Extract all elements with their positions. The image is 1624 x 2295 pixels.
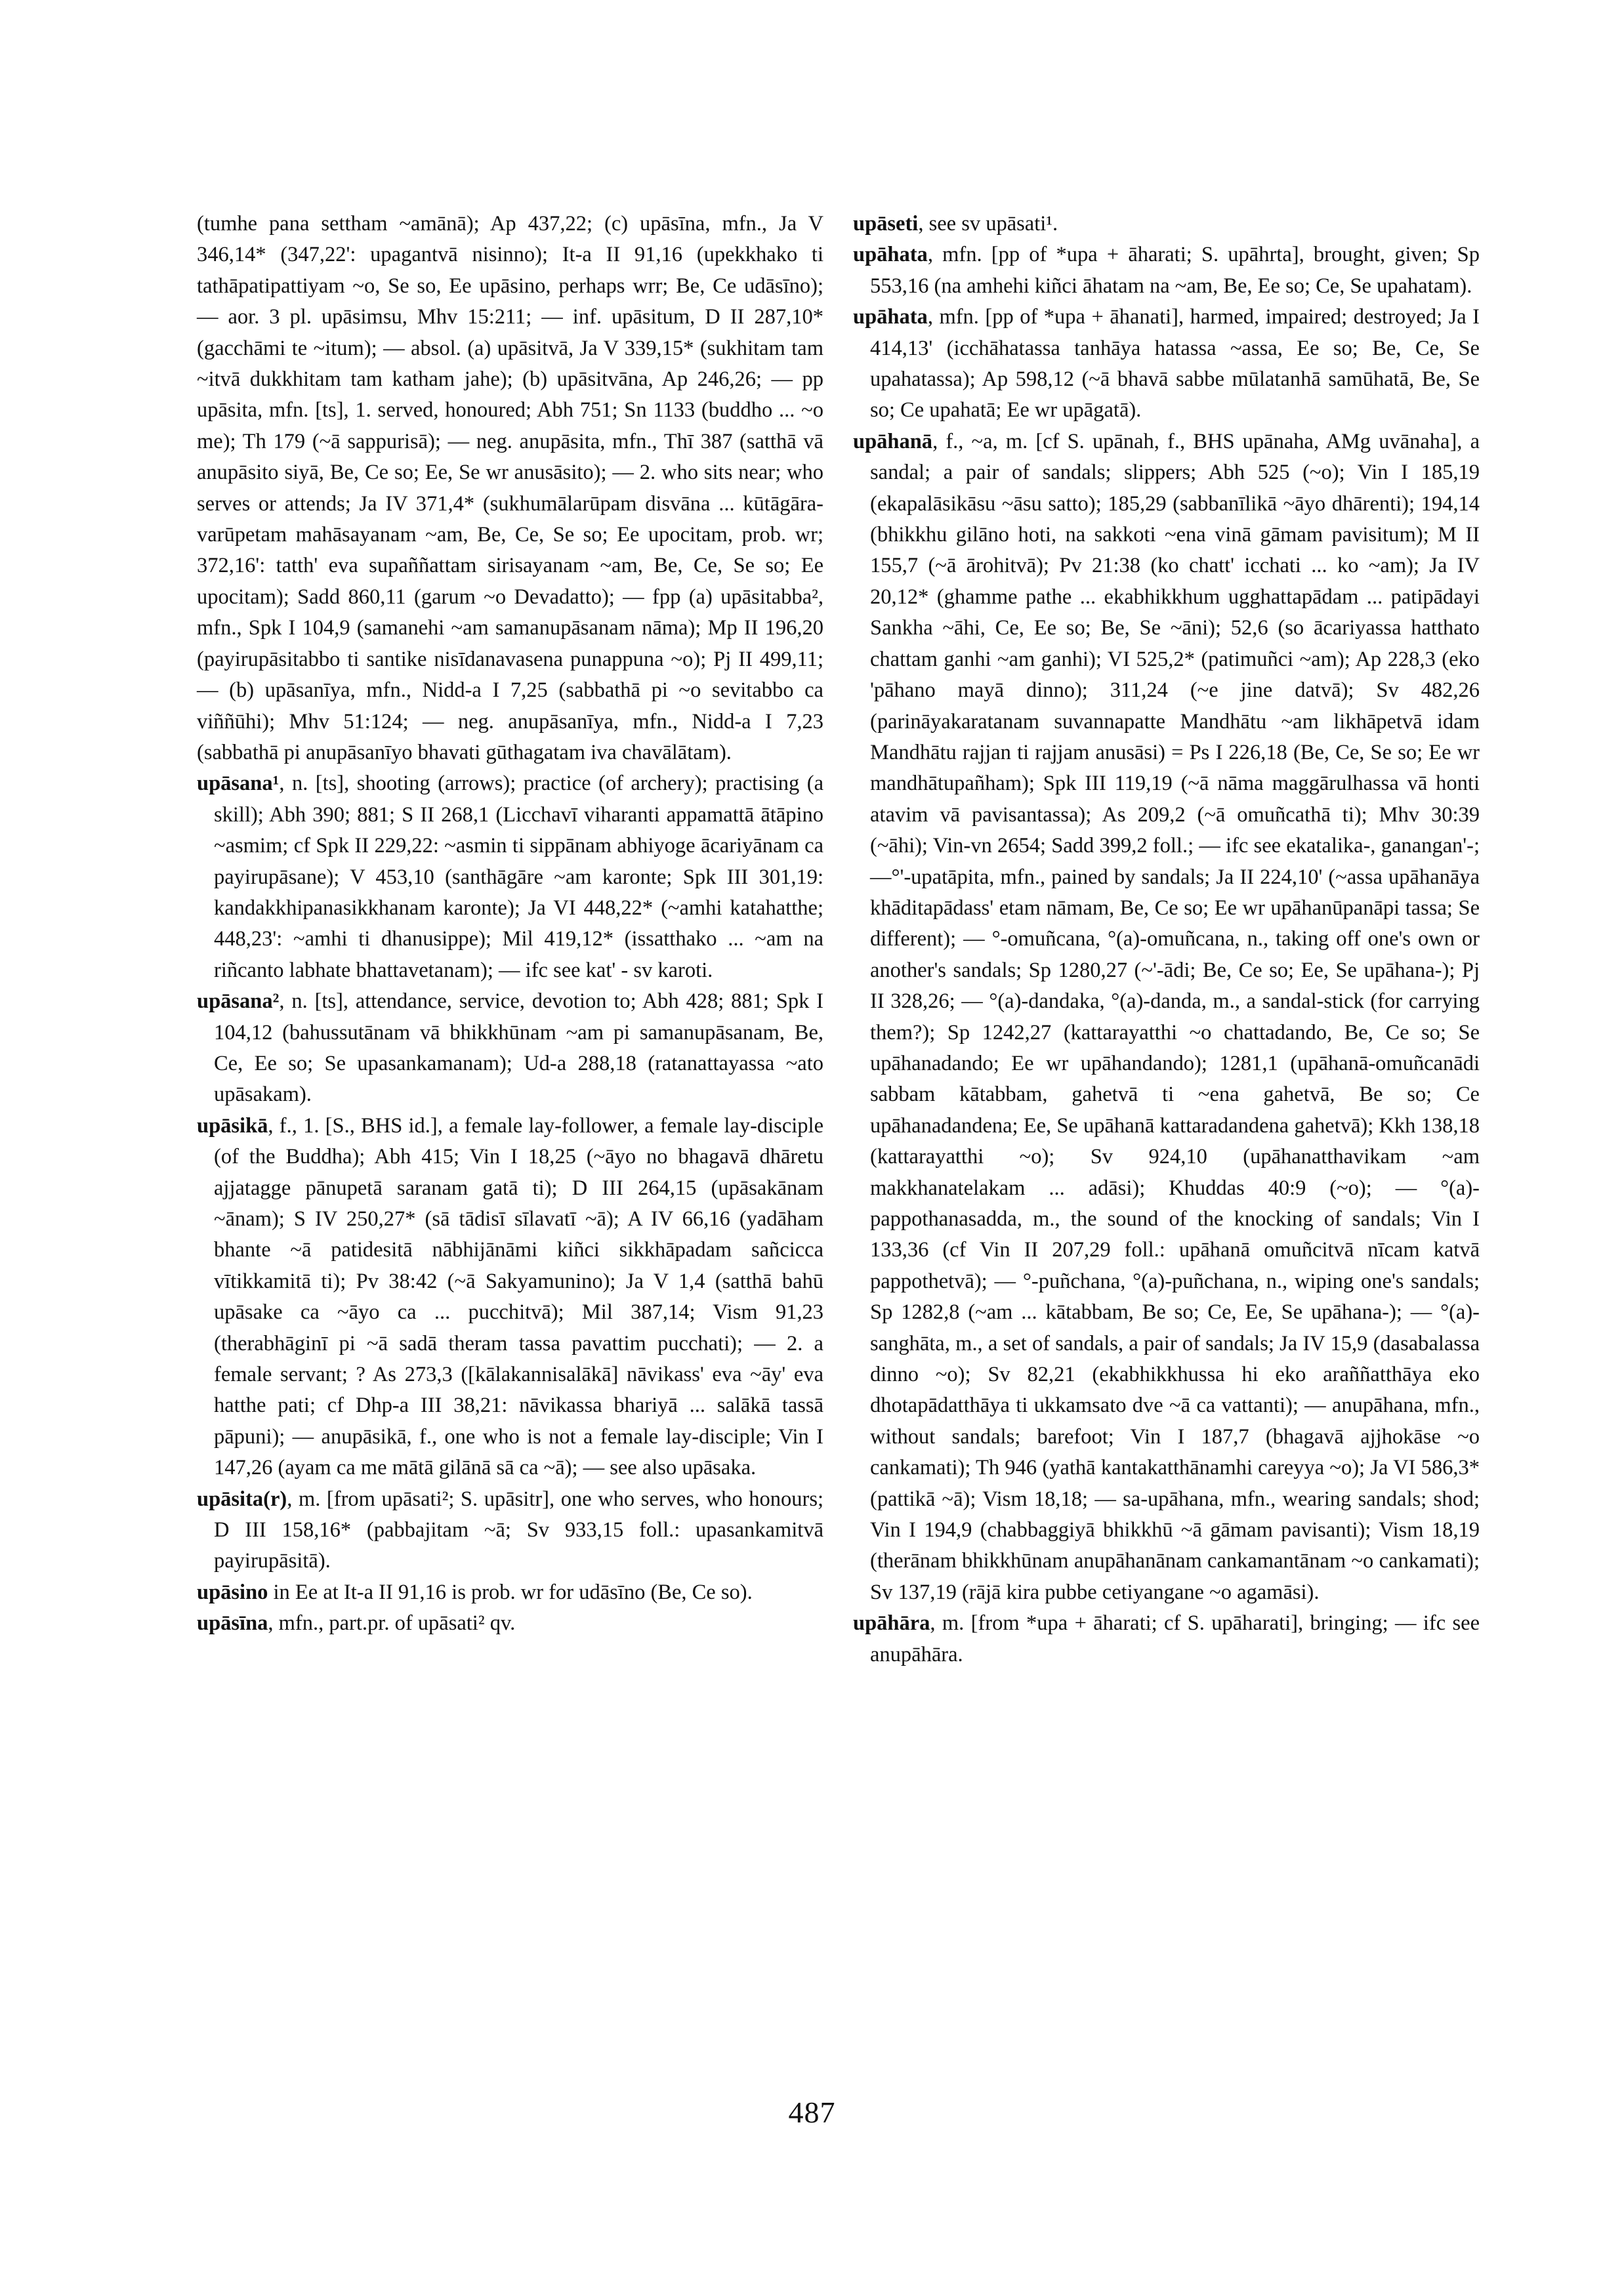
dictionary-entry (853, 1608, 1480, 1670)
entry-text: , n. [ts], attendance, service, devotion to; Abh 428; 881; Spk I 104,12 (bahussutānam vā bhikkhūnam ~am pi samanupāsanam, Be, Ce, Ee so; Se upasankamanam); Ud-a 288,18 (ratanattayassa ~ato upāsakam). (214, 989, 823, 1107)
left-column (197, 209, 823, 1640)
entry-text: , n. [ts], shooting (arrows); practice (of archery); practising (a skill); Abh 390; 881; S II 268,1 (Licchavī viharanti appamattā ātāpino ~asmim; cf Spk II 229,22: ~asmin ti sippānam abhiyoge ācariyānam ca payirupāsane); V 453,10 (santhāgāre ~am karonte; Spk III 301,19: kandakkhipanasikkhanam karonte); Ja VI 448,22* (~amhi katahatthe; 448,23': ~amhi ti dhanusippe); Mil 419,12* (issatthako ... ~am na riñcanto labhate bhattavetanam); — ifc see kat' - sv karoti. (214, 772, 823, 982)
entry-headword: upāhata (853, 305, 928, 329)
dictionary-entry (197, 1111, 823, 1484)
dictionary-entry (853, 426, 1480, 1608)
entry-headword: upāsino (197, 1580, 268, 1604)
dictionary-entry (197, 1577, 823, 1608)
entry-headword: upāhanā (853, 429, 933, 453)
dictionary-entry (853, 302, 1480, 426)
entry-text: , m. [from upāsati²; S. upāsitr], one who serves, who honours; D III 158,16* (pabbajitam ~ā; Sv 933,15 foll.: upasankamitvā payirupāsitā). (214, 1487, 823, 1573)
entry-headword: upāhata (853, 243, 928, 267)
entry-text: , mfn. [pp of *upa + āharati; S. upāhrta], brought, given; Sp 553,16 (na amhehi kiñci āhatam na ~am, Be, Ee so; Ce, Se upahatam). (870, 243, 1480, 298)
entry-text: , see sv upāsati¹. (918, 212, 1058, 236)
entry-text: , f., 1. [S., BHS id.], a female lay-follower, a female lay-disciple (of the Buddha); Abh 415; Vin I 18,25 (~āyo no bhagavā dhāretu ajjatagge pānupetā saranam gatā ti); D III 264,15 (upāsakānam ~ānam); S IV 250,27* (sā tādisī sīlavatī ~ā); A IV 66,16 (yadāham bhante ~ā patidesitā nābhijānāmi kiñci sikkhāpadam sañcicca vītikkamitā ti); Pv 38:42 (~ā Sakyamunino); Ja V 1,4 (satthā bahū upāsake ca ~āyo ca ... pucchitvā); Mil 387,14; Vism 91,23 (therabhāginī pi ~ā sadā theram tassa pavattim pucchati); — 2. a female servant; ? As 273,3 ([kālakannisalākā] nāvikass' eva ~āy' eva hatthe pati; cf Dhp-a III 38,21: nāvikassa bhariyā ... salākā tassā pāpuni); — anupāsikā, f., one who is not a female lay-disciple; Vin I 147,26 (ayam ca me mātā gilānā sā ca ~ā); — see also upāsaka. (214, 1113, 823, 1480)
dictionary-entry (197, 768, 823, 986)
entry-headword: upāsana¹ (197, 772, 280, 796)
page-number: 487 (788, 2096, 836, 2129)
entry-headword: upāhāra (853, 1611, 930, 1636)
dictionary-entry (853, 239, 1480, 302)
dictionary-entry (853, 209, 1480, 239)
entry-text: , mfn., part.pr. of upāsati² qv. (268, 1611, 516, 1636)
entry-headword: upāsita(r) (197, 1487, 287, 1511)
entry-text: (tumhe pana settham ~amānā); Ap 437,22; (c) upāsīna, mfn., Ja V 346,14* (347,22': upagantvā nisinno); It-a II 91,16 (upekkhako ti tathāpatipattiyam ~o, Se so, Ee upāsino, perhaps wrr; Be, Ce udāsīno); — aor. 3 pl. upāsimsu, Mhv 15:211; — inf. upāsitum, D II 287,10* (gacchāmi te ~itum); — absol. (a) upāsitvā, Ja V 339,15* (sukhitam tam ~itvā dukkhitam tam katham jahe); (b) upāsitvāna, Ap 246,26; — pp upāsita, mfn. [ts], 1. served, honoured; Abh 751; Sn 1133 (buddho ... ~o me); Th 179 (~ā sappurisā); — neg. anupāsita, mfn., Thī 387 (satthā vā anupāsito siyā, Be, Ce so; Ee, Se wr anusāsito); — 2. who sits near; who serves or attends; Ja IV 371,4* (sukhumālarūpam disvāna ... kūtāgāra-varūpetam mahāsayanam ~am, Be, Ce, Se so; Ee upocitam, prob. wr; 372,16': tatth' eva supaññattam sirisayanam ~am, Be, Ce, Se so; Ee upocitam); Sadd 860,11 (garum ~o Devadatto); — fpp (a) upāsitabba², mfn., Spk I 104,9 (samanehi ~am samanupāsanam nāma); Mp II 196,20 (payirupāsitabbo ti santike nisīdanavasena punappuna ~o); Pj II 499,11; — (b) upāsanīya, mfn., Nidd-a I 7,25 (sabbathā pi ~o sevitabbo ca viññūhi); Mhv 51:124; — neg. anupāsanīya, mfn., Nidd-a I 7,23 (sabbathā pi anupāsanīyo bhavati gūthagatam iva chavālātam). (197, 212, 823, 764)
entry-headword: upāseti (853, 212, 919, 236)
dictionary-entry (197, 1608, 823, 1639)
entry-text: , f., ~a, m. [cf S. upānah, f., BHS upānaha, AMg uvānaha], a sandal; a pair of sandals; slippers; Abh 525 (~o); Vin I 185,19 (ekapalāsikāsu ~āsu satto); 185,29 (sabbanīlikā ~āyo dhārenti); 194,14 (bhikkhu gilāno hoti, na sakkoti ~ena vinā gāmam pavisitum); M II 155,7 (~ā ārohitvā); Pv 21:38 (ko chatt' icchati ... ko ~am); Ja IV 20,12* (ghamme pathe ... ekabhikkhum ugghattapādam ... patipādayi Sankha ~āhi, Ce, Ee so; Be, Se ~āni); 52,6 (so ācariyassa hatthato chattam ganhi ~am ganhi); VI 525,2* (patimuñci ~am); Ap 228,3 (eko 'pāhano mayā dinno); 311,24 (~e jine datvā); Sv 482,26 (parināyakaratanam suvannapatte Mandhātu ~am likhāpetvā idam Mandhātu rajjan ti rajjam anusāsi) = Ps I 226,18 (Be, Ce, Se so; Ee wr mandhātupañham); Spk III 119,19 (~ā nāma maggārulhassa vā honti atavim vā pavisantassa); As 209,2 (~ā omuñcathā ti); Mhv 30:39 (~āhi); Vin-vn 2654; Sadd 399,2 foll.; — ifc see ekatalika-, ganangan'-; —°'-upatāpita, mfn., pained by sandals; Ja II 224,10' (~assa upāhanāya khāditapādass' etam nāmam, Be, Ce so; Ee wr upāhanūpanāpi tassa; Se different); — °-omuñcana, °(a)-omuñcana, n., taking off one's own or another's sandals; Sp 1280,27 (~'-ādi; Be, Ce so; Ee, Se upāhana-); Pj II 328,26; — °(a)-dandaka, °(a)-danda, m., a sandal-stick (for carrying them?); Sp 1242,27 (kattarayatthi ~o chattadando, Be, Ce so; Se upāhanadando; Ee wr upāhandando); 1281,1 (upāhanā-omuñcanādi sabbam kātabbam, gahetvā ti ~ena gahetvā, Be so; Ce upāhanadandena; Ee, Se upāhanā kattaradandena gahetvā); Kkh 138,18 (kattarayatthi ~o); Sv 924,10 (upāhanatthavikam ~am makkhanatelakam ... adāsi); Khuddas 40:9 (~o); — °(a)-pappothanasadda, m., the sound of the knocking of sandals; Vin I 133,36 (cf Vin II 207,29 foll.: upāhanā omuñcitvā nīcam katvā pappothetvā); — °-puñchana, °(a)-puñchana, n., wiping one's sandals; Sp 1282,8 (~am ... kātabbam, Be so; Ce, Ee, Se upāhana-); — °(a)-sanghāta, m., a set of sandals, a pair of sandals; Ja IV 15,9 (dasabalassa dinno ~o); Sv 82,21 (ekabhikkhussa hi eko araññatthāya eko dhotapādatthāya ti ukkamsato dve ~ā ca vattanti); — anupāhana, mfn., without sandals; barefoot; Vin I 187,7 (bhagavā ajjhokāse ~o cankamati); Th 946 (yathā kantakatthānamhi careyya ~o); Ja VI 586,3* (pattikā ~ā); Vism 18,18; — sa-upāhana, mfn., wearing sandals; shod; Vin I 194,9 (chabbaggiyā bhikkhū ~ā gāmam pavisanti); Vism 18,19 (therānam bhikkhūnam anupāhanānam cankamantānam ~o cankamati); Sv 137,19 (rājā kira pubbe cetiyangane ~o agamāsi). (870, 429, 1480, 1604)
dictionary-entry (197, 986, 823, 1111)
entry-headword: upāsīna (197, 1611, 268, 1636)
entry-text: in Ee at It-a II 91,16 is prob. wr for udāsīno (Be, Ce so). (268, 1580, 753, 1604)
right-column (853, 209, 1480, 1670)
entry-headword: upāsana² (197, 989, 280, 1014)
dictionary-entry (197, 209, 823, 768)
entry-headword: upāsikā (197, 1113, 268, 1138)
entry-text: , m. [from *upa + āharati; cf S. upāharati], bringing; — ifc see anupāhāra. (870, 1611, 1480, 1666)
entry-text: , mfn. [pp of *upa + āhanati], harmed, impaired; destroyed; Ja I 414,13' (icchāhatassa tanhāya hatassa ~assa, Ee so; Be, Ce, Se upahatassa); Ap 598,12 (~ā bhavā sabbe mūlatanhā samūhatā, Be, Se so; Ce upahatā; Ee wr upāgatā). (870, 305, 1480, 423)
dictionary-entry (197, 1484, 823, 1577)
